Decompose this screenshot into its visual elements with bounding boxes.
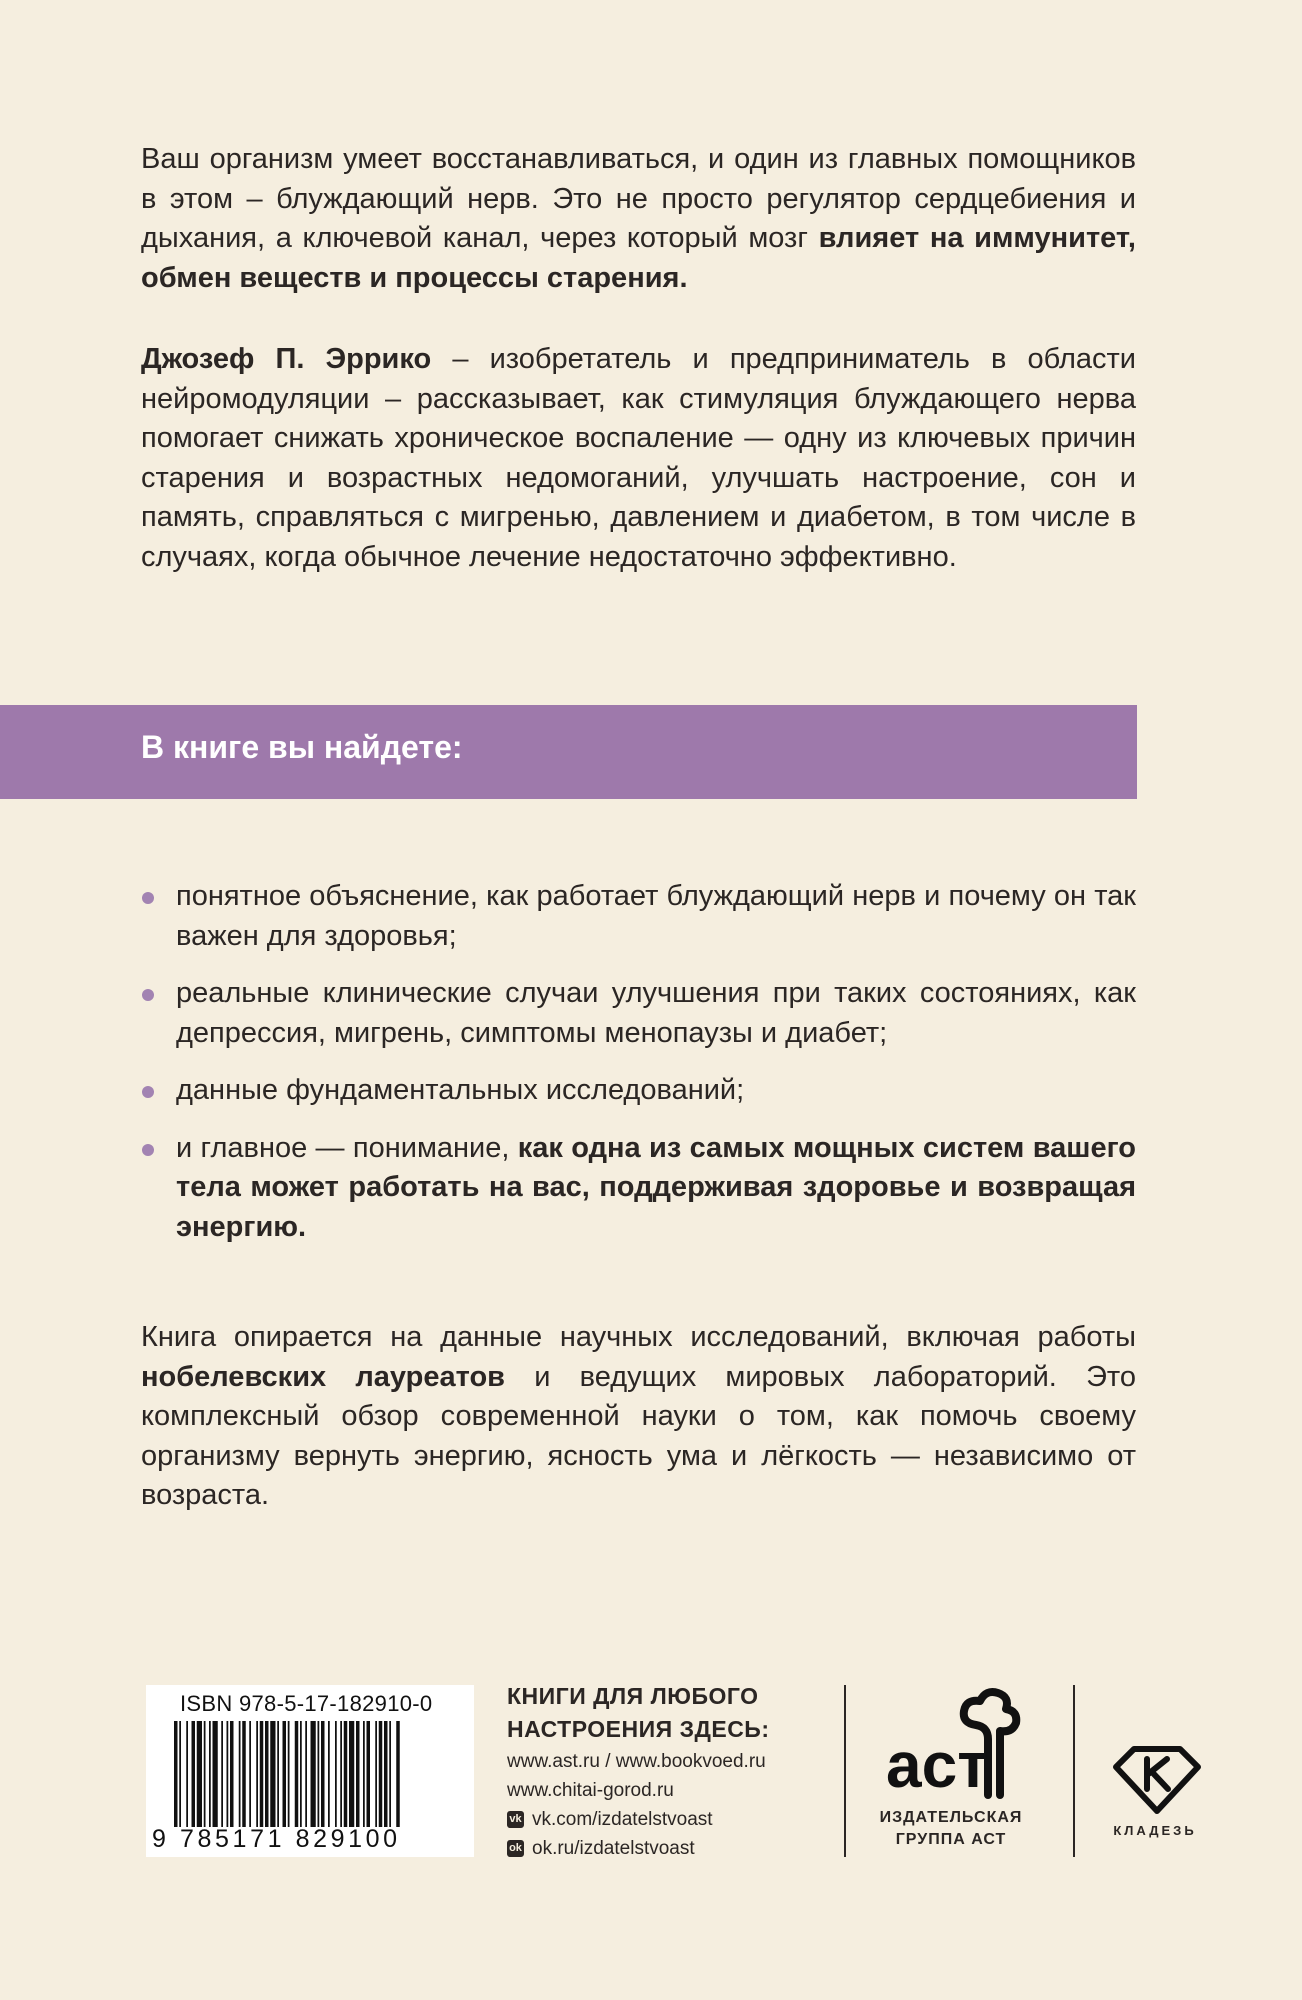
list-item (141, 877, 1136, 956)
barcode-bar (363, 1721, 365, 1827)
banner-title: В книге вы найдете: (141, 729, 463, 765)
promo-title (507, 1680, 770, 1746)
barcode-bar (256, 1721, 258, 1827)
barcode-bar (197, 1721, 202, 1827)
barcode-bar (367, 1721, 371, 1827)
barcode-bar (265, 1721, 269, 1827)
barcode-bar (242, 1721, 246, 1827)
barcode-bar (344, 1721, 348, 1827)
section-banner (0, 705, 1137, 799)
barcode-bar (318, 1721, 320, 1827)
barcode-bar (213, 1721, 218, 1827)
closing-paragraph (141, 1318, 1136, 1516)
barcode-digits: 9 785171 829100 (152, 1825, 401, 1853)
barcode-bar (335, 1721, 337, 1827)
barcode-bar (221, 1721, 223, 1827)
barcode-bar (305, 1721, 307, 1827)
bullet-dot-icon (142, 989, 154, 1001)
ast-logo-text: аст (886, 1729, 989, 1799)
bullet-dot-icon (142, 892, 154, 904)
barcode-bar (230, 1721, 234, 1827)
barcode-bar (349, 1721, 354, 1827)
vk-link[interactable] (507, 1805, 766, 1834)
barcode-bar (249, 1721, 251, 1827)
closing-text-start: Книга опирается на данные научных исследований, включая работы (141, 1321, 1136, 1353)
features-list (141, 877, 1136, 1265)
barcode-bar (179, 1721, 181, 1827)
ok-link[interactable] (507, 1834, 766, 1863)
list-item (141, 1129, 1136, 1248)
barcode-bar (384, 1721, 388, 1827)
barcode-bar (283, 1721, 287, 1827)
kladez-logo-icon (1112, 1745, 1202, 1815)
bullet-dot-icon (142, 1144, 154, 1156)
barcode-bar (375, 1721, 377, 1827)
list-item-bold-text: как одна из самых мощных систем вашего тела может работать на вас, поддерживая здоровье и возвращая энергию. (176, 1131, 1137, 1243)
ast-logo-icon (876, 1687, 1036, 1799)
barcode-bar (174, 1721, 178, 1827)
barcode-bar (356, 1721, 360, 1827)
barcode-bar (192, 1721, 196, 1827)
bullet-dot-icon (142, 1086, 154, 1098)
divider (1073, 1685, 1075, 1857)
list-item-text: данные фундаментальных исследований; (176, 1074, 745, 1106)
author-description: – изобретатель и предприниматель в области нейромодуляции – рассказывает, как стимуляция блуждающего нерва помогает снижать хроническое воспаление — одну из ключевых причин старения и возрастных недомоганий, улучшать настроение, сон и память, справляться с мигренью, давлением и диабетом, в том числе в случаях, когда обычное лечение недостаточно эффективно. (141, 343, 1136, 573)
vk-link-text: vk.com/izdatelstvoast (532, 1809, 713, 1830)
publisher-caption-line: ИЗДАТЕЛЬСКАЯ (879, 1809, 1023, 1826)
barcode-bar (300, 1721, 302, 1827)
barcode-icon (174, 1721, 454, 1827)
barcode-bar (260, 1721, 264, 1827)
barcode-bar (270, 1721, 275, 1827)
website-link[interactable]: www.chitai-gorod.ru (507, 1780, 674, 1801)
barcode-bar (227, 1721, 229, 1827)
barcode-bar (204, 1721, 206, 1827)
barcode-bar (379, 1721, 383, 1827)
author-paragraph (141, 340, 1136, 577)
list-item-text: реальные клинические случаи улучшения при таких состояниях, как депрессия, мигрень, симптомы менопаузы и диабет; (176, 977, 1136, 1049)
imprint-name: КЛАДЕЗЬ (1113, 1823, 1197, 1838)
author-name: Джозеф П. Эррико (141, 343, 432, 375)
barcode-bar (277, 1721, 279, 1827)
list-item (141, 974, 1136, 1053)
barcode-bar (209, 1721, 211, 1827)
promo-links (507, 1747, 766, 1863)
barcode-bar (396, 1721, 400, 1827)
list-item (141, 1071, 1136, 1111)
barcode-bar (328, 1721, 330, 1827)
website-link[interactable]: www.ast.ru / www.bookvoed.ru (507, 1751, 766, 1772)
closing-text-end: и ведущих мировых лабораторий. Это комплексный обзор современной науки о том, как помочь своему организму вернуть энергию, ясность ума и лёгкость — независимо от возраста. (141, 1360, 1136, 1511)
isbn-number: ISBN 978-5-17-182910-0 (180, 1691, 433, 1716)
intro-paragraph (141, 140, 1136, 298)
intro-text: Ваш организм умеет восстанавливаться, и один из главных помощников в этом – блуждающий нерв. Это не просто регулятор сердцебиения и дыхания, а ключевой канал, через который мозг (141, 143, 1136, 254)
intro-bold-text: влияет на иммунитет, обмен веществ и процессы старения. (141, 222, 1136, 294)
barcode-bar (186, 1721, 188, 1827)
list-item-text: и главное — понимание, (176, 1131, 518, 1164)
barcode-block (146, 1685, 474, 1857)
promo-title-line: НАСТРОЕНИЯ ЗДЕСЬ: (507, 1716, 770, 1742)
closing-bold-text: нобелевских лауреатов (141, 1360, 505, 1393)
barcode-bar (311, 1721, 316, 1827)
publisher-caption-line: ГРУППА АСТ (895, 1831, 1007, 1848)
barcode-bar (389, 1721, 391, 1827)
barcode-bar (321, 1721, 325, 1827)
vk-icon: vk (507, 1811, 524, 1828)
ok-link-text: ok.ru/izdatelstvoast (532, 1838, 695, 1859)
barcode-bar (239, 1721, 241, 1827)
promo-title-line: КНИГИ ДЛЯ ЛЮБОГО (507, 1683, 759, 1709)
barcode-bar (340, 1721, 342, 1827)
ok-icon: ok (507, 1840, 524, 1857)
barcode-bar (295, 1721, 299, 1827)
list-item-text: понятное объяснение, как работает блуждающий нерв и почему он так важен для здоровья; (176, 880, 1136, 952)
barcode-bar (288, 1721, 290, 1827)
publisher-caption (846, 1807, 1056, 1851)
